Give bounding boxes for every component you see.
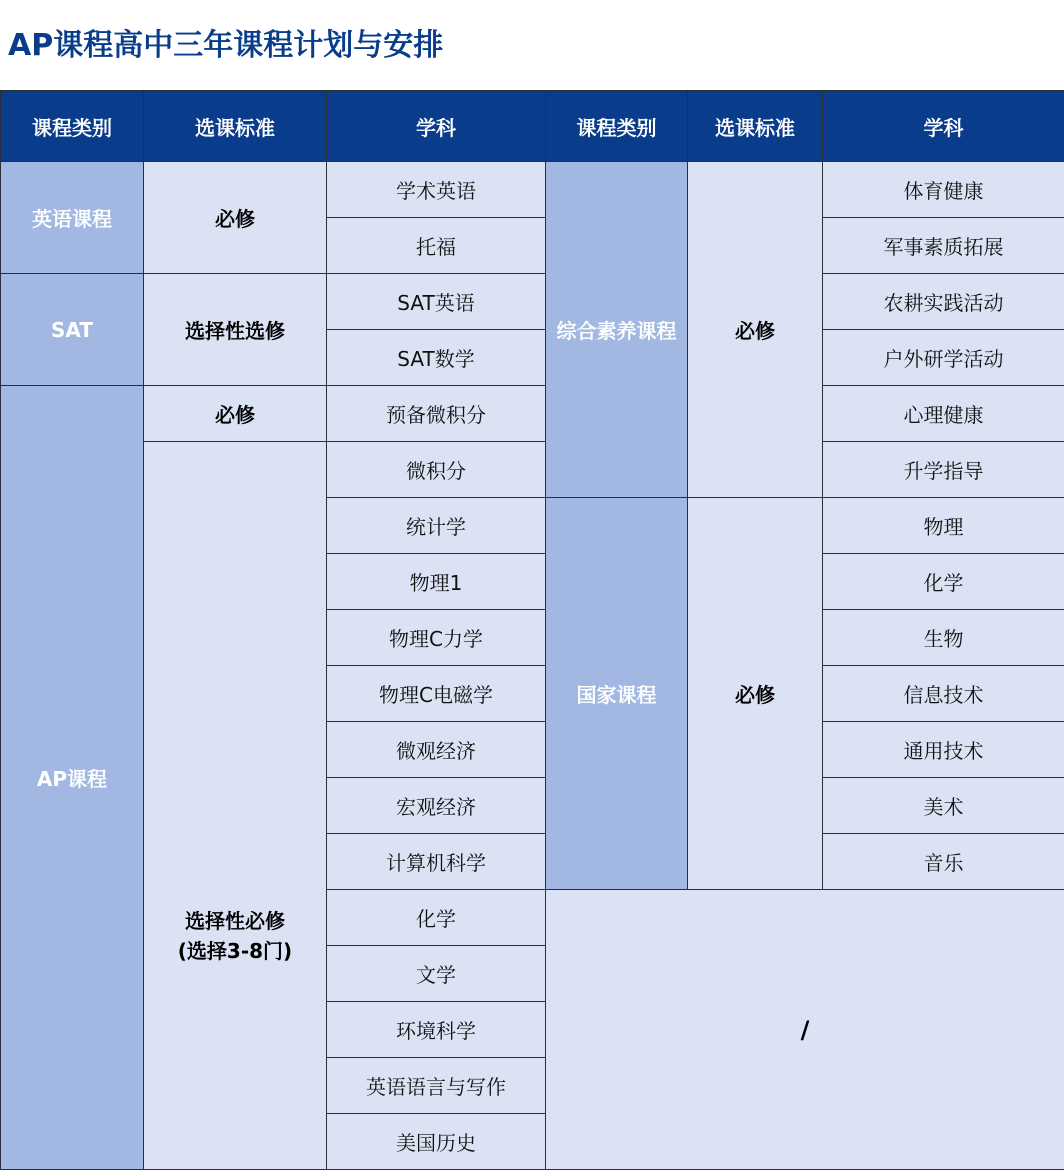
header-category-left: 课程类别 <box>1 91 144 162</box>
empty-mark: / <box>546 890 1064 1170</box>
table-row <box>1 162 1064 218</box>
course-table <box>0 90 1064 1170</box>
subject-cell: 物理1 <box>327 554 546 610</box>
standard-national: 必修 <box>688 498 823 890</box>
category-national: 国家课程 <box>546 498 688 890</box>
standard-ap-elective-line1: 选择性必修 <box>185 909 285 933</box>
subject-cell: 微积分 <box>327 442 546 498</box>
subject-cell: 学术英语 <box>327 162 546 218</box>
subject-cell: 美术 <box>823 778 1064 834</box>
page-title: AP课程高中三年课程计划与安排 <box>8 26 443 66</box>
subject-cell: 托福 <box>327 218 546 274</box>
header-subject-left: 学科 <box>327 91 546 162</box>
subject-cell: 通用技术 <box>823 722 1064 778</box>
subject-cell: 英语语言与写作 <box>327 1058 546 1114</box>
subject-cell: 体育健康 <box>823 162 1064 218</box>
subject-cell: 物理C电磁学 <box>327 666 546 722</box>
subject-cell: 农耕实践活动 <box>823 274 1064 330</box>
title-bar <box>0 0 1064 90</box>
header-standard-left: 选课标准 <box>144 91 327 162</box>
subject-cell: 文学 <box>327 946 546 1002</box>
table-row <box>1 442 1064 498</box>
subject-cell: SAT数学 <box>327 330 546 386</box>
subject-cell: 宏观经济 <box>327 778 546 834</box>
subject-cell: 生物 <box>823 610 1064 666</box>
subject-cell: 升学指导 <box>823 442 1064 498</box>
table-row <box>1 274 1064 330</box>
standard-comprehensive: 必修 <box>688 162 823 498</box>
subject-cell: 户外研学活动 <box>823 330 1064 386</box>
subject-cell: 统计学 <box>327 498 546 554</box>
subject-cell: 化学 <box>327 890 546 946</box>
subject-cell: 预备微积分 <box>327 386 546 442</box>
category-english: 英语课程 <box>1 162 144 274</box>
standard-ap-elective-line2: (选择3-8门) <box>178 939 292 963</box>
subject-cell: 微观经济 <box>327 722 546 778</box>
standard-ap-elective <box>144 442 327 1170</box>
subject-cell: 心理健康 <box>823 386 1064 442</box>
category-sat: SAT <box>1 274 144 386</box>
category-ap: AP课程 <box>1 386 144 1170</box>
subject-cell: 计算机科学 <box>327 834 546 890</box>
table-row <box>1 386 1064 442</box>
header-row <box>1 91 1064 162</box>
standard-sat: 选择性选修 <box>144 274 327 386</box>
subject-cell: 化学 <box>823 554 1064 610</box>
header-subject-right: 学科 <box>823 91 1064 162</box>
subject-cell: 美国历史 <box>327 1114 546 1170</box>
header-category-right: 课程类别 <box>546 91 688 162</box>
header-standard-right: 选课标准 <box>688 91 823 162</box>
subject-cell: 军事素质拓展 <box>823 218 1064 274</box>
subject-cell: 音乐 <box>823 834 1064 890</box>
subject-cell: SAT英语 <box>327 274 546 330</box>
subject-cell: 物理C力学 <box>327 610 546 666</box>
subject-cell: 物理 <box>823 498 1064 554</box>
subject-cell: 信息技术 <box>823 666 1064 722</box>
subject-cell: 环境科学 <box>327 1002 546 1058</box>
standard-ap-required: 必修 <box>144 386 327 442</box>
category-comprehensive: 综合素养课程 <box>546 162 688 498</box>
standard-english: 必修 <box>144 162 327 274</box>
